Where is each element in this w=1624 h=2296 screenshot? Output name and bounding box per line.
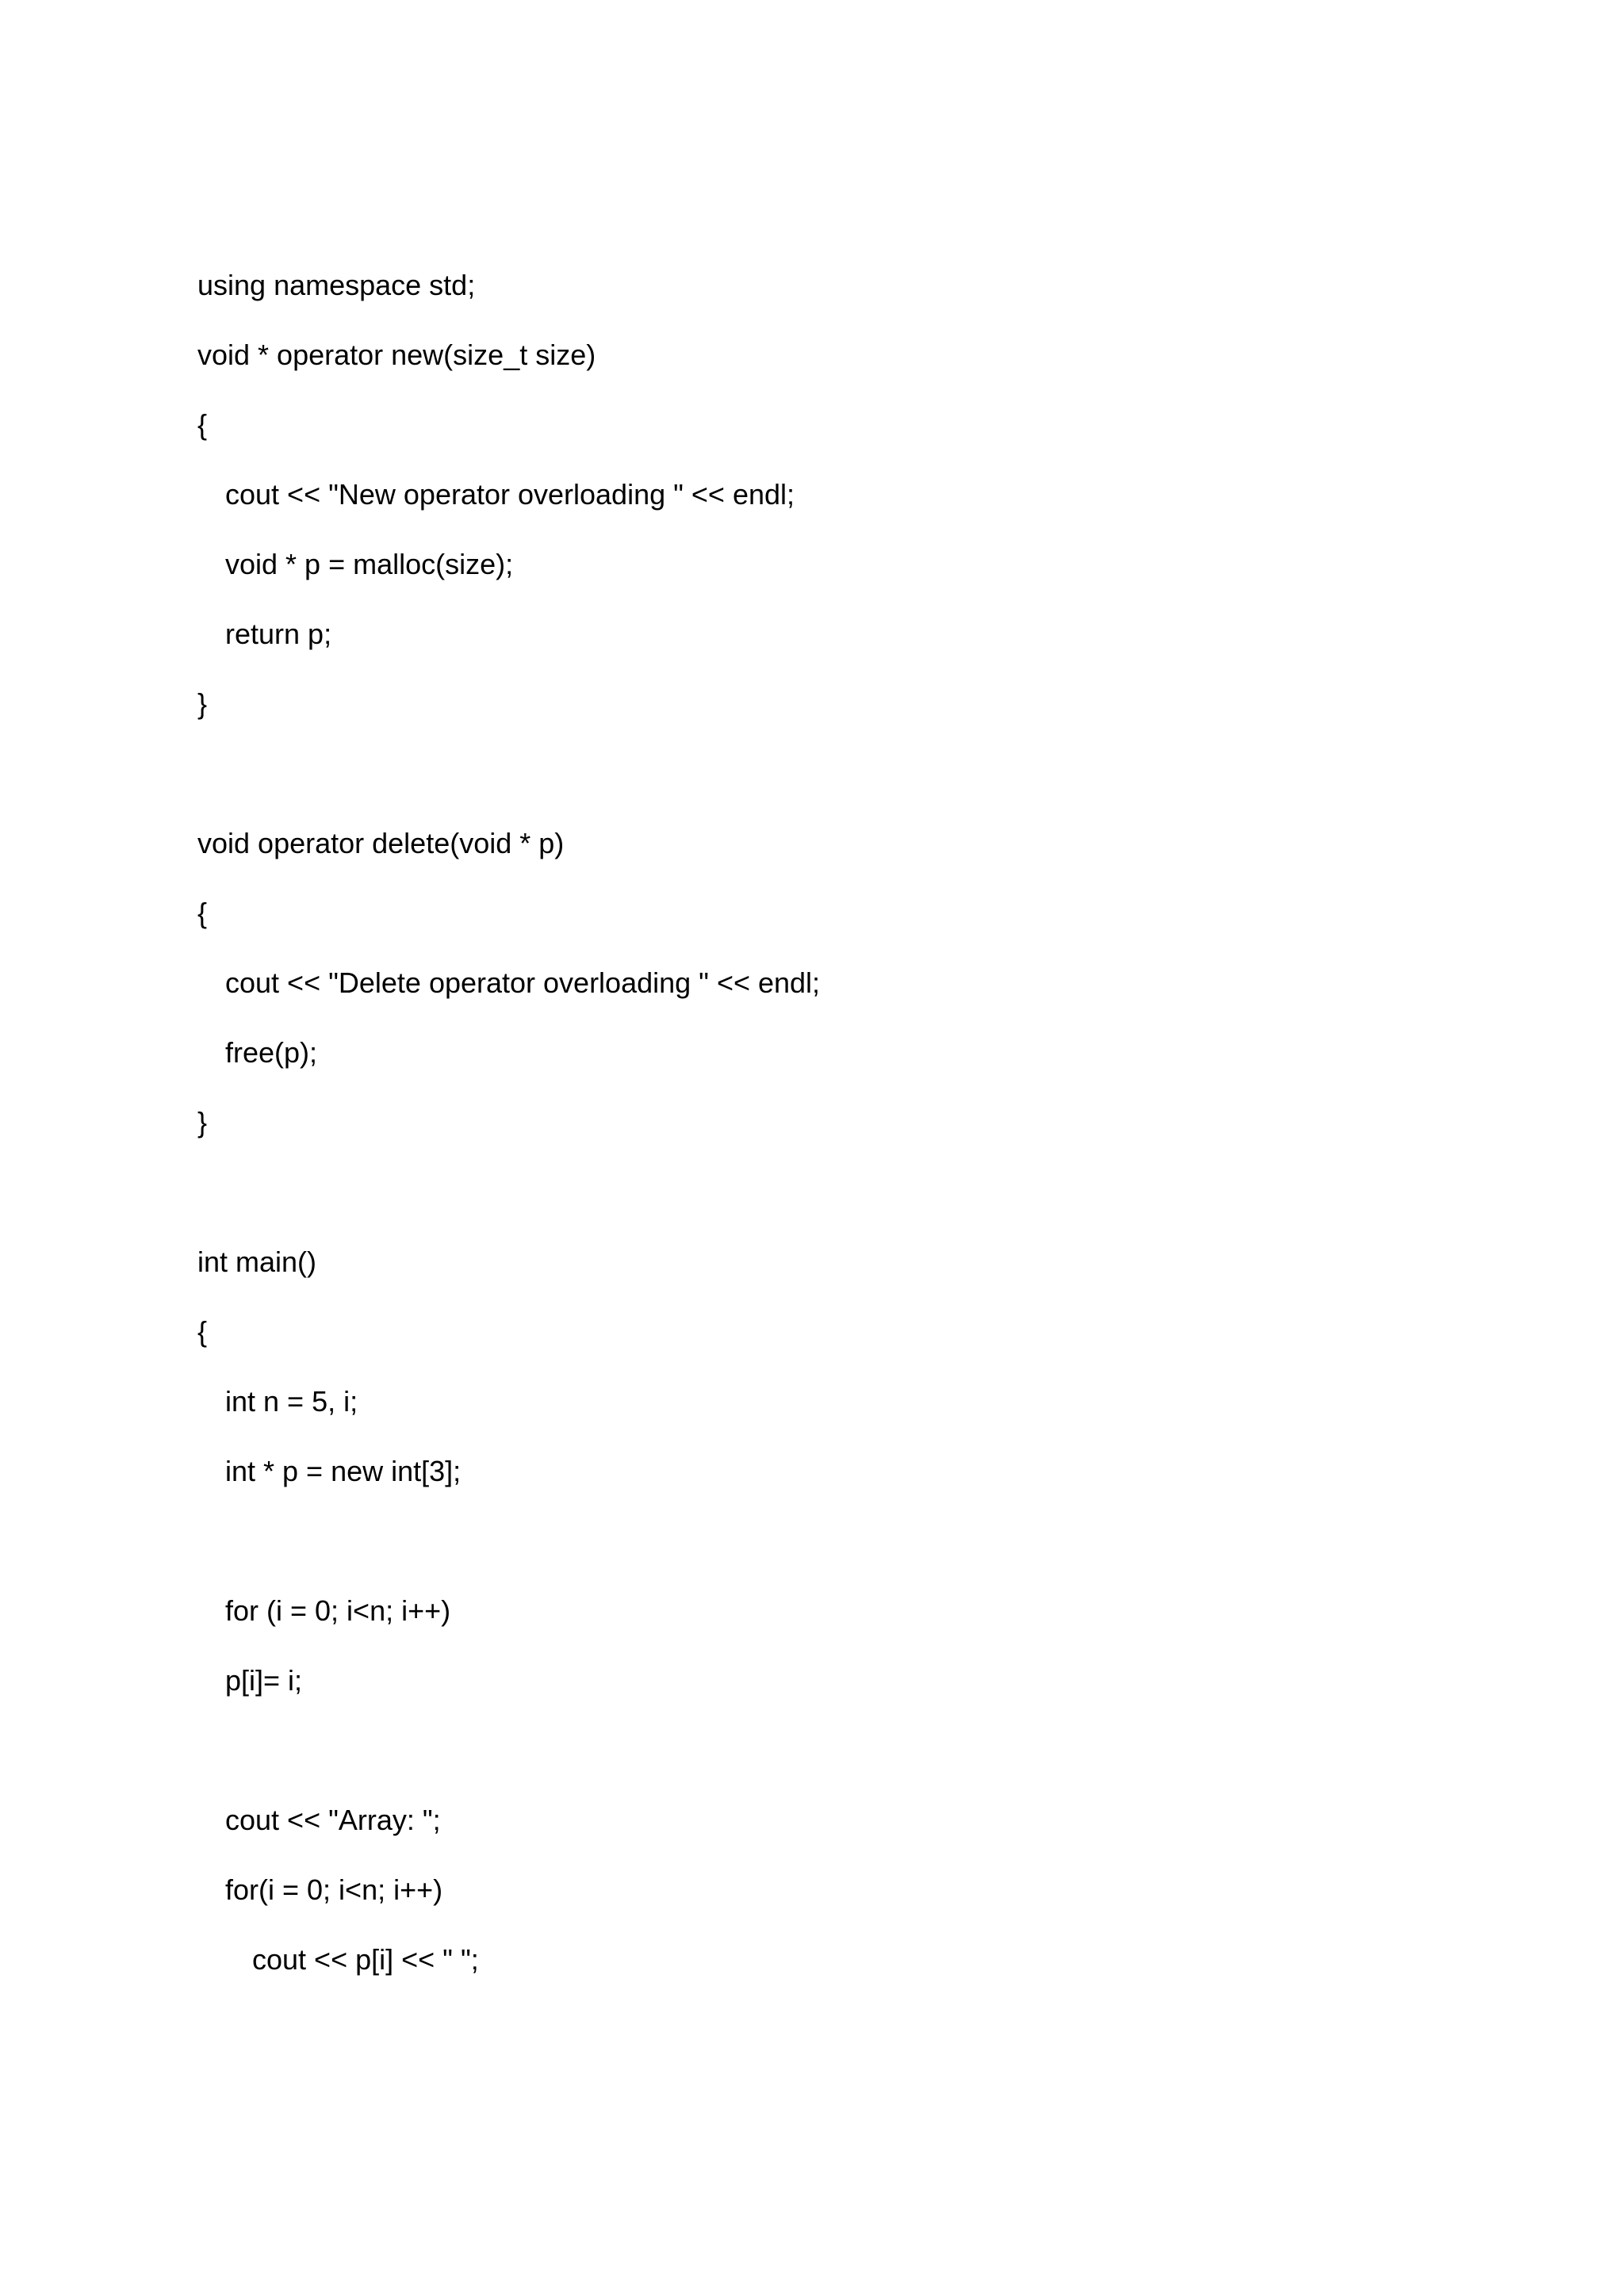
code-line: { [197, 897, 208, 929]
code-line: return p; [225, 618, 332, 650]
code-line: int * p = new int[3]; [225, 1455, 462, 1487]
code-line: } [197, 687, 208, 720]
code-line: { [197, 1315, 208, 1348]
code-line: free(p); [225, 1036, 318, 1069]
code-line: { [197, 408, 208, 441]
code-line: cout << "New operator overloading " << endl; [225, 478, 795, 511]
code-line: cout << "Array: "; [225, 1804, 441, 1836]
code-line: void * p = malloc(size); [225, 548, 514, 580]
code-line: } [197, 1106, 208, 1138]
code-line: for(i = 0; i<n; i++) [225, 1873, 443, 1906]
code-line: cout << p[i] << " "; [252, 1943, 479, 1976]
code-line: void operator delete(void * p) [197, 827, 565, 859]
code-line: using namespace std; [197, 269, 476, 301]
code-line: int n = 5, i; [225, 1385, 358, 1418]
code-line: for (i = 0; i<n; i++) [225, 1594, 451, 1627]
code-line: int main() [197, 1246, 317, 1278]
code-line: p[i]= i; [225, 1664, 303, 1697]
code-line: void * operator new(size_t size) [197, 339, 596, 371]
code-line: cout << "Delete operator overloading " << endl; [225, 966, 821, 999]
